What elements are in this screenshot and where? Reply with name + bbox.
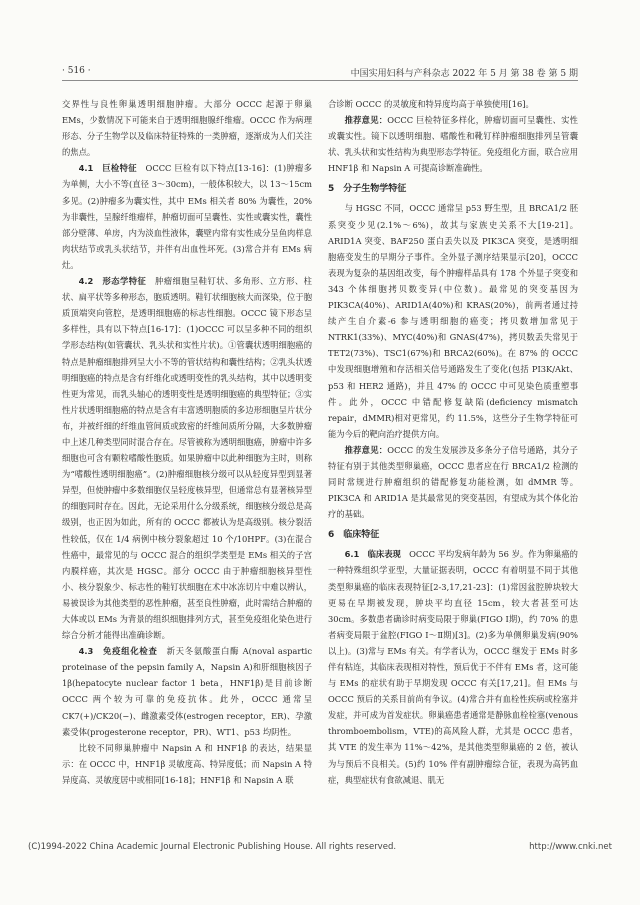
section-4-2	[62, 273, 312, 643]
recommendation-body: OCCC 的发生发展涉及多条分子信号通路，其分子特征有别于其他类型卵巢癌，OCCC 患者应在行 BRCA1/2 检测的同时常规进行肿瘤组织的错配修复功能检测，如 dMMR 等。PIK3CA 和 ARID1A 是其最常见的突变基因，有望成为其个体化治疗的基础。	[328, 444, 578, 520]
paragraph-intro: 交界性与良性卵巢透明细胞肿瘤。大部分 OCCC 起源于卵巢 EMs，少数情况下可能来自于透明细胞腺纤维瘤。OCCC 作为病理形态、分子生物学以及临床特征特殊的一类肿瘤，逐渐成为人们关注的焦点。	[62, 99, 312, 158]
section-5-paragraph: 与 HGSC 不同，OCCC 通常呈 p53 野生型，且 BRCA1/2 胚系突变少见(2.1%～6%)，故其与家族史关系不大[19-21]。ARID1A 突变、BAF250 蛋白丢失以及 PIK3CA 突变，是透明细胞癌变发生的早期分子事件。全外显子测序结果显示[20]，OCCC 表现为复杂的基因组改变，每个肿瘤样品具有 178 个外显子突变和 343 个体细胞拷贝数变异(中位数)。最常见的突变基因为 PIK3CA(40%)、ARID1A(40%)和 KRAS(20%)，前两者通过持续产生自介素-6 参与透明细胞的癌变；拷贝数增加常见于 NTRK1(33%)、MYC(40%)和 GNAS(47%)，拷贝数丢失常见于 TET2(73%)、TSC1(67%)和 BRCA2(60%)。在 87% 的 OCCC 中发现细胞增殖和存活相关信号通路发生了变化(包括 PI3K/Akt、p53 和 HER2 通路)，并且 47% 的 OCCC 中可见染色质重塑事件。此外，OCCC 中错配修复缺陷(deficiency mismatch repair，dMMR)相对更常见，约 11.5%，这些分子生物学特征可能为今后的靶向治疗提供方向。	[328, 203, 578, 439]
section-4-1	[62, 160, 312, 273]
recommendation-2	[328, 442, 578, 522]
section-heading-4-2: 4.2 形态学特征	[78, 276, 147, 287]
section-4-3	[62, 643, 312, 740]
section-body-4-2: 肿瘤细胞呈鞋钉状、多角形、立方形、柱状、扁平状等多种形态，胞质透明。鞋钉状细胞核大而深染，位于胞质顶端突向管腔，是透明细胞癌的标志性细胞。OCCC 镜下形态呈多样性，具有以下特点[16-17]：(1)OCCC 可以呈多种不同的组织学形态结构(如管囊状、乳头状和实性片状)。①管囊状透明细胞癌的特点是肿瘤细胞排列呈大小不等的管状结构和囊性结构；②乳头状透明细胞癌的特点是含有纤维化或透明变性的乳头结构，其中以透明变性更为常见，而乳头轴心的透明变性是透明细胞癌的典型特征；③实性片状透明细胞癌的特点是含有丰富透明胞质的多边形细胞呈片状分布，并被纤细的纤维血管间质或致密的纤维间质所分隔，大多数肿瘤中上述几种类型同时混合存在。尽管被称为透明细胞癌，肿瘤中许多细胞也可含有颗粒嗜酸性胞质。如果肿瘤中以此种细胞为主时，则称为“嗜酸性透明细胞癌”。(2)肿瘤细胞核分级可以从轻度异型到显著异型，但使肿瘤中多数细胞仅呈轻度核异型，但通常总有显著核异型的细胞同时存在。因此，无论采用什么分级系统，细胞核分级总是高级别，也正因为如此，所有的 OCCC 都被认为是高级别。核分裂活性较低，仅在 1/4 病例中核分裂象超过 10 个/10HPF。(3)在混合性癌中，最常见的与 OCCC 混合的组织学类型是 EMs 相关的子宫内膜样癌，其次是 HGSC。部分 OCCC 由于肿瘤细胞核异型性小、核分裂象少、标志性的鞋钉状细胞在术中冰冻切片中难以辨认，易被误诊为其他类型的恶性肿瘤，甚至良性肿瘤，此时需结合肿瘤的大体或以 EMs 为背景的组织细胞排列方式，甚至免疫组化染色进行综合分析才能得出准确诊断。	[62, 276, 312, 641]
paragraph-comparison: 比较不同卵巢肿瘤中 Napsin A 和 HNF1β 的表达，结果显示：在 OCCC 中，HNF1β 灵敏度高、特异度低；而 Napsin A 特异度高、灵敏度居中或相同[16-18]；HNF1β 和 Napsin A 联	[62, 742, 312, 785]
section-heading-6: 6 临床特征	[328, 530, 380, 541]
right-column	[328, 96, 578, 826]
recommendation-label: 推荐意见：	[344, 444, 388, 455]
section-body-4-3: 新天冬氨酸蛋白酶 A(noval aspartic proteinase of the pepsin family A，Napsin A)和肝细胞核因子 1β(hepatocyte nuclear factor 1 beta，HNF1β)是目前诊断 OCCC 两个较为可靠的免疫抗体。此外，OCCC 通常呈 CK7(+)/CK20(−)、雌激素受体(estrogen receptor，ER)、孕激素受体(progesterone receptor，PR)、WT1、p53 均阴性。	[62, 646, 312, 737]
section-heading-6-1: 6.1 临床表现	[344, 549, 401, 560]
section-6-1	[328, 546, 578, 787]
section-heading-4-3: 4.3 免疫组化检查	[78, 646, 158, 657]
footer-url: http://www.cnki.net	[529, 842, 612, 852]
section-heading-5: 5 分子生物学特征	[328, 184, 407, 195]
page-header	[62, 64, 578, 81]
section-heading-4-1: 4.1 巨检特征	[78, 163, 137, 174]
copyright-notice: (C)1994-2022 China Academic Journal Electronic Publishing House. All rights reserved.	[28, 842, 397, 852]
section-body-6-1: OCCC 平均发病年龄为 56 岁。作为卵巢癌的一种特殊组织学亚型，大量证据表明，OCCC 有着明显不同于其他类型卵巢癌的临床表现特征[2-3,17,21-23]：(1)常因盆腔肿块较大更易在早期被发现，肿块平均直径 15cm，较大者甚至可达 30cm。多数患者确诊时病变局限于卵巢(FIGO Ⅰ期)，约 70% 的患者病变局限于盆腔(FIGO Ⅰ～Ⅱ期)[3]。(2)多为单侧卵巢发病(90% 以上)。(3)常与 EMs 有关。有学者认为，OCCC 继发于 EMs 时多伴有粘连，其临床表现相对特性，预后优于不伴有 EMs 者，这可能与 EMs 的症状有助于早期发现 OCCC 有关[17,21]。但 EMs 与 OCCC 预后的关系目前尚有争议。(4)常合并有血栓性疾病或栓塞并发症，并可成为首发症状。卵巢癌患者通常是静脉血栓栓塞(venous thromboembolism，VTE)的高风险人群，尤其是 OCCC 患者，其 VTE 的发生率为 11%～42%，是其他类型卵巢癌的 2 倍，被认为与预后不良相关。(5)约 10% 伴有副肿瘤综合征，表现为高钙血症，典型症状有食欲减退、肌无	[328, 549, 578, 785]
page-footer	[28, 842, 612, 852]
page-number: · 516 ·	[62, 66, 91, 76]
journal-title: 中国实用妇科与产科杂志 2022 年 5 月 第 38 卷 第 5 期	[350, 69, 578, 79]
left-column	[62, 96, 312, 826]
section-body-4-1: OCCC 巨检有以下特点[13-16]：(1)肿瘤多为单侧，大小不等(直径 3～30cm)，一般体积较大，以 13～15cm 多见。(2)肿瘤多为囊实性，其中 EMs 相关者 80% 为囊性，20% 为非囊性，呈腺纤维瘤样，肿瘤切面可呈囊性、实性或囊实性，囊性部分壁薄、单房，内为淡血性液体，囊壁内常有实性成分呈鱼肉样息肉状结节或乳头状结节，并伴有出血性坏死。(3)常合并有 EMs 病灶。	[62, 163, 312, 270]
paragraph-continued: 合诊断 OCCC 的灵敏度和特异度均高于单独使用[16]。	[328, 99, 534, 109]
recommendation-label: 推荐意见：	[344, 115, 388, 126]
recommendation-1	[328, 112, 578, 176]
recommendation-body: OCCC 巨检特征多样化，肿瘤切面可呈囊性、实性或囊实性。镜下以透明细胞、嗜酸性和靴钉样肿瘤细胞排列呈管囊状、乳头状和实性结构为典型形态学特征。免疫组化方面，联合应用 HNF1β 和 Napsin A 可提高诊断准确性。	[328, 115, 578, 174]
